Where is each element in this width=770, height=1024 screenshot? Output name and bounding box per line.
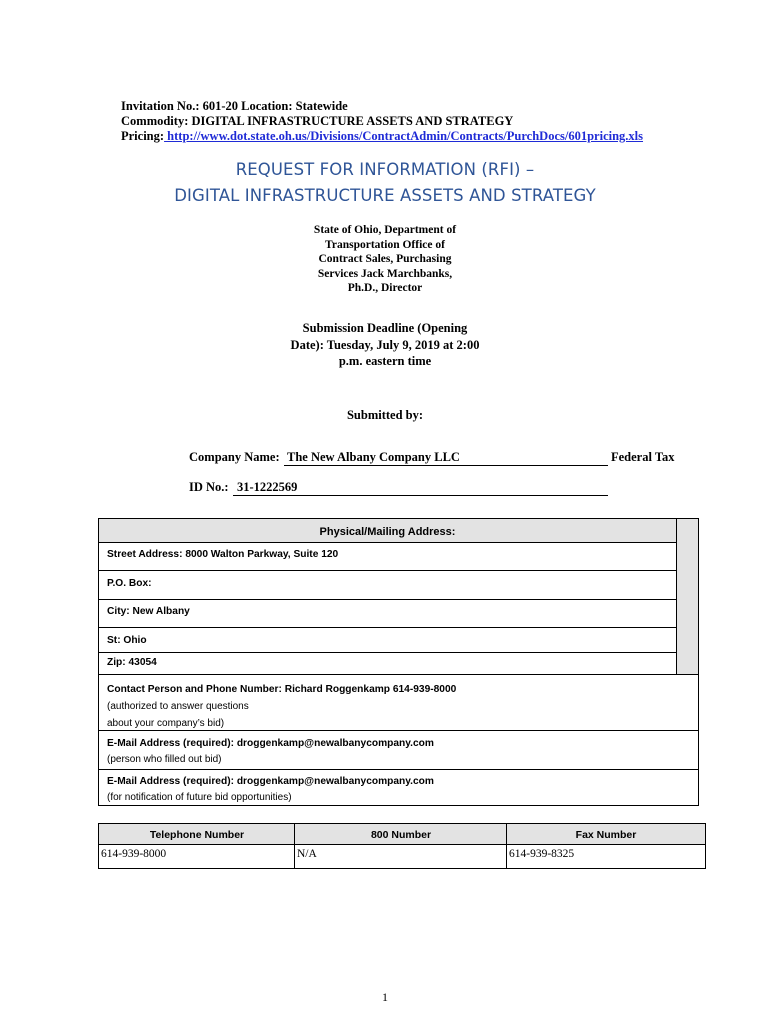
deadline-block (270, 320, 500, 370)
state-row[interactable] (99, 628, 676, 653)
state: St: Ohio (107, 635, 147, 646)
contact-person: Contact Person and Phone Number: Richard Roggenkamp 614-939-8000 (107, 684, 457, 695)
fax-header: Fax Number (506, 823, 706, 845)
invitation-line: Invitation No.: 601-20 Location: Statewide (121, 99, 348, 113)
deadline-line: p.m. eastern time (338, 354, 432, 368)
tollfree-header: 800 Number (294, 823, 508, 845)
email-note-1: (person who filled out bid) (107, 754, 222, 765)
telephone-header: Telephone Number (98, 823, 296, 845)
agency-line: Contract Sales, Purchasing (318, 253, 452, 266)
city: City: New Albany (107, 606, 190, 617)
federal-tax-label: Federal Tax (611, 450, 675, 464)
email-row-1[interactable] (99, 731, 698, 770)
street-address: Street Address: 8000 Walton Parkway, Suite 120 (107, 549, 339, 560)
address-table (98, 518, 699, 806)
rfi-title-line2: DIGITAL INFRASTRUCTURE ASSETS AND STRATEGY (174, 186, 596, 205)
email-row-2[interactable] (99, 770, 698, 805)
pricing-link[interactable]: http://www.dot.state.oh.us/Divisions/ContractAdmin/Contracts/PurchDocs/601pricing.xls (164, 129, 644, 143)
id-value[interactable]: 31-1222569 (237, 480, 298, 494)
zip: Zip: 43054 (107, 657, 157, 668)
page-number: 1 (382, 990, 388, 1004)
submitted-by: Submitted by: (346, 408, 424, 422)
deadline-line: Date): Tuesday, July 9, 2019 at 2:00 (290, 337, 480, 352)
company-name-value[interactable]: The New Albany Company LLC (287, 450, 460, 464)
street-row[interactable] (99, 543, 676, 571)
deadline-line: Submission Deadline (Opening (302, 321, 468, 335)
rfi-title-line1: REQUEST FOR INFORMATION (RFI) – (235, 160, 535, 179)
pricing-label: Pricing: (121, 129, 165, 143)
po-box-row[interactable] (99, 571, 676, 600)
zip-row[interactable] (99, 653, 698, 675)
email-note-2: (for notification of future bid opportunities) (107, 792, 292, 803)
tollfree-value[interactable]: N/A (294, 845, 508, 869)
email-address-1: E-Mail Address (required): droggenkamp@newalbanycompany.com (107, 738, 434, 749)
company-name-label: Company Name: (189, 450, 280, 464)
agency-line: Ph.D., Director (347, 282, 423, 295)
city-row[interactable] (99, 600, 676, 628)
telephone-value[interactable]: 614-939-8000 (98, 845, 296, 869)
id-label: ID No.: (189, 480, 229, 494)
fax-value[interactable]: 614-939-8325 (506, 845, 706, 869)
agency-line: Transportation Office of (325, 238, 445, 251)
agency-line: State of Ohio, Department of (313, 224, 457, 236)
address-table-side-column (676, 519, 698, 675)
contact-note-1: (authorized to answer questions (107, 701, 249, 712)
email-address-2: E-Mail Address (required): droggenkamp@newalbanycompany.com (107, 776, 434, 787)
commodity-line: Commodity: DIGITAL INFRASTRUCTURE ASSETS AND STRATEGY (121, 114, 514, 128)
address-heading: Physical/Mailing Address: (319, 526, 456, 538)
contact-row[interactable] (99, 675, 698, 731)
pricing-line (121, 129, 643, 144)
po-box: P.O. Box: (107, 578, 152, 589)
contact-note-2: about your company’s bid) (107, 718, 225, 729)
phone-table (98, 823, 706, 869)
address-heading-row (99, 519, 676, 543)
agency-block (285, 223, 485, 296)
agency-line: Services Jack Marchbanks, (317, 267, 453, 280)
